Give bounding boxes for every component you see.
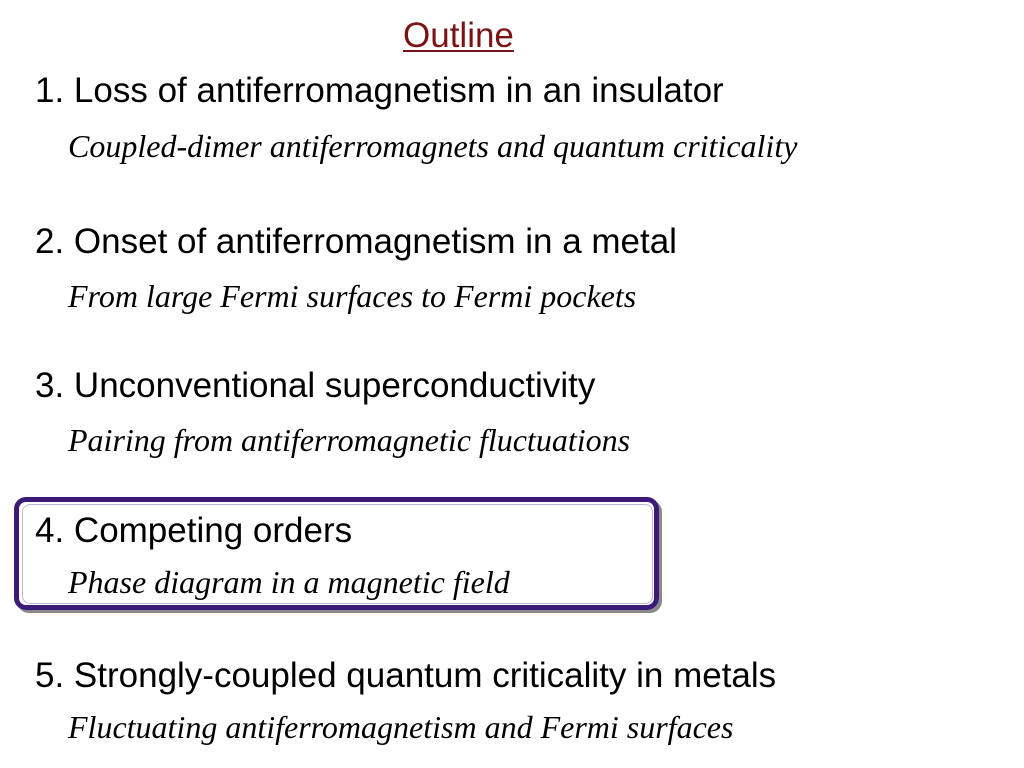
outline-item-4-subtitle: Phase diagram in a magnetic field [68, 564, 510, 600]
outline-item-1-heading: 1. Loss of antiferromagnetism in an insulator [35, 71, 724, 110]
outline-item-5-heading: 5. Strongly-coupled quantum criticality in metals [35, 656, 777, 695]
outline-item-3-subtitle: Pairing from antiferromagnetic fluctuations [68, 422, 631, 458]
slide-title: Outline [403, 16, 514, 55]
outline-item-2-heading: 2. Onset of antiferromagnetism in a metal [35, 222, 677, 261]
outline-item-4-heading: 4. Competing orders [35, 511, 353, 550]
outline-item-2-subtitle: From large Fermi surfaces to Fermi pockets [68, 278, 637, 314]
outline-item-5-subtitle: Fluctuating antiferromagnetism and Fermi surfaces [68, 709, 734, 745]
outline-item-1-subtitle: Coupled-dimer antiferromagnets and quantum criticality [68, 128, 798, 164]
outline-item-3-heading: 3. Unconventional superconductivity [35, 366, 596, 405]
